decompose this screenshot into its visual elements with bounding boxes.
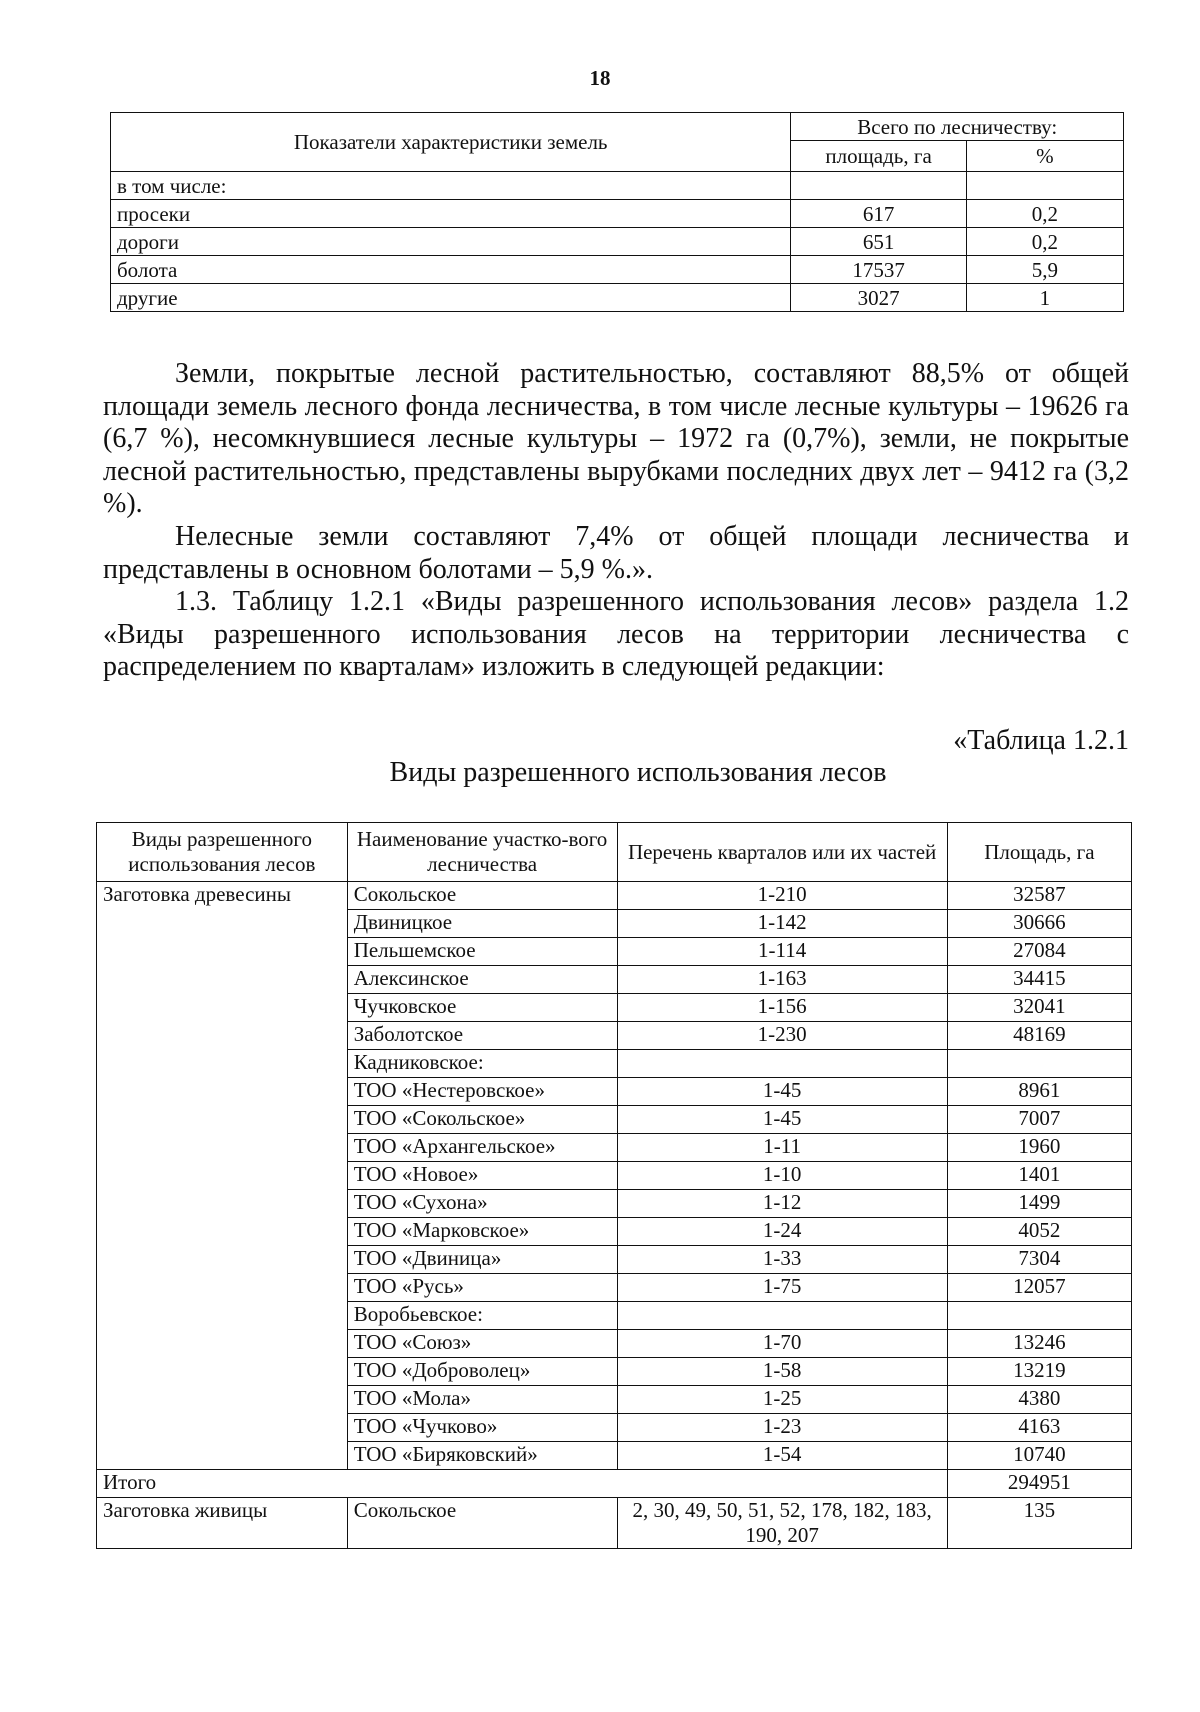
row-quarters: 1-58 [617, 1358, 947, 1386]
row-area: 32041 [947, 994, 1131, 1022]
row-quarters: 1-10 [617, 1162, 947, 1190]
land-characteristics-table [110, 112, 1124, 312]
row-percent: 5,9 [966, 256, 1123, 284]
row-area [947, 1302, 1131, 1330]
row-forestry: Алексинское [347, 966, 617, 994]
row-quarters: 1-25 [617, 1386, 947, 1414]
table-row [111, 256, 1124, 284]
paragraph-forest-lands: Земли, покрытые лесной растительностью, составляют 88,5% от общей площади земель лесного фонда лесничества, в том числе лесные культуры – 19626 га (6,7 %), несомкнувшиеся лесные культуры – 1972 га (0,7%), земли, не покрытые лесной растительностью, представлены вырубками последних двух лет – 9412 га (3,2 %). [103, 358, 1129, 519]
row-area [947, 1050, 1131, 1078]
row-area: 135 [947, 1498, 1131, 1549]
row-area: 13246 [947, 1330, 1131, 1358]
paragraph-non-forest-lands: Нелесные земли составляют 7,4% от общей площади лесничества и представлены в основном болотами – 5,9 %.». [103, 521, 1129, 585]
row-name: в том числе: [111, 172, 791, 200]
row-area: 10740 [947, 1442, 1131, 1470]
row-area: 617 [791, 200, 966, 228]
total-area: 294951 [947, 1470, 1131, 1498]
row-quarters: 1-45 [617, 1078, 947, 1106]
row-forestry: ТОО «Союз» [347, 1330, 617, 1358]
row-forestry: Воробьевское: [347, 1302, 617, 1330]
row-percent [966, 172, 1123, 200]
table-header-row [111, 113, 1124, 141]
row-percent: 0,2 [966, 200, 1123, 228]
header-use-type: Виды разрешенного использования лесов [97, 823, 348, 882]
row-forestry: ТОО «Русь» [347, 1274, 617, 1302]
header-percent: % [966, 141, 1123, 172]
header-area: Площадь, га [947, 823, 1131, 882]
row-forestry: ТОО «Мола» [347, 1386, 617, 1414]
row-quarters: 1-24 [617, 1218, 947, 1246]
row-area: 7304 [947, 1246, 1131, 1274]
row-quarters: 1-11 [617, 1134, 947, 1162]
row-forestry: ТОО «Нестеровское» [347, 1078, 617, 1106]
row-area: 651 [791, 228, 966, 256]
row-quarters: 1-23 [617, 1414, 947, 1442]
row-area: 7007 [947, 1106, 1131, 1134]
header-indicator: Показатели характеристики земель [111, 113, 791, 172]
row-quarters: 1-230 [617, 1022, 947, 1050]
table-row [111, 172, 1124, 200]
row-area: 32587 [947, 882, 1131, 910]
row-forestry: Двиницкое [347, 910, 617, 938]
row-name: болота [111, 256, 791, 284]
row-name: дороги [111, 228, 791, 256]
table-row [111, 200, 1124, 228]
row-forestry: ТОО «Доброволец» [347, 1358, 617, 1386]
row-area: 12057 [947, 1274, 1131, 1302]
total-row [97, 1470, 1132, 1498]
row-forestry: Заболотское [347, 1022, 617, 1050]
row-forestry: ТОО «Архангельское» [347, 1134, 617, 1162]
row-area: 1499 [947, 1190, 1131, 1218]
row-area: 4163 [947, 1414, 1131, 1442]
row-area: 34415 [947, 966, 1131, 994]
paragraph-amendment: 1.3. Таблицу 1.2.1 «Виды разрешенного использования лесов» раздела 1.2 «Виды разрешенного использования лесов на территории лесничества с распределением по кварталам» изложить в следующей редакции: [103, 586, 1129, 682]
row-forestry: Кадниковское: [347, 1050, 617, 1078]
row-area: 30666 [947, 910, 1131, 938]
row-forestry: ТОО «Марковское» [347, 1218, 617, 1246]
header-quarters: Перечень кварталов или их частей [617, 823, 947, 882]
row-area: 1401 [947, 1162, 1131, 1190]
section-label-timber: Заготовка древесины [97, 882, 348, 1470]
row-forestry: Сокольское [347, 1498, 617, 1549]
row-forestry: Сокольское [347, 882, 617, 910]
header-area: площадь, га [791, 141, 966, 172]
row-area: 17537 [791, 256, 966, 284]
row-forestry: ТОО «Сокольское» [347, 1106, 617, 1134]
header-forestry: Наименование участко-вого лесничества [347, 823, 617, 882]
row-quarters: 1-156 [617, 994, 947, 1022]
row-forestry: ТОО «Новое» [347, 1162, 617, 1190]
row-forestry: ТОО «Двиница» [347, 1246, 617, 1274]
row-percent: 0,2 [966, 228, 1123, 256]
table-row [97, 882, 1132, 910]
row-forestry: Пельшемское [347, 938, 617, 966]
row-area: 4380 [947, 1386, 1131, 1414]
row-quarters: 1-142 [617, 910, 947, 938]
row-quarters: 1-163 [617, 966, 947, 994]
table-row [111, 228, 1124, 256]
row-area [791, 172, 966, 200]
row-area: 3027 [791, 284, 966, 312]
table-title: Виды разрешенного использования лесов [389, 757, 887, 788]
header-total: Всего по лесничеству: [791, 113, 1124, 141]
row-quarters [617, 1302, 947, 1330]
row-forestry: Чучковское [347, 994, 617, 1022]
row-quarters: 2, 30, 49, 50, 51, 52, 178, 182, 183, 190, 207 [617, 1498, 947, 1549]
row-area: 13219 [947, 1358, 1131, 1386]
row-quarters [617, 1050, 947, 1078]
row-area: 1960 [947, 1134, 1131, 1162]
row-forestry: ТОО «Чучково» [347, 1414, 617, 1442]
row-quarters: 1-45 [617, 1106, 947, 1134]
table-header-row [97, 823, 1132, 882]
row-area: 27084 [947, 938, 1131, 966]
row-forestry: ТОО «Сухона» [347, 1190, 617, 1218]
forest-use-table [96, 822, 1132, 1549]
row-name: другие [111, 284, 791, 312]
row-area: 8961 [947, 1078, 1131, 1106]
row-percent: 1 [966, 284, 1123, 312]
table-row [111, 284, 1124, 312]
row-quarters: 1-114 [617, 938, 947, 966]
total-label: Итого [97, 1470, 948, 1498]
page-number: 18 [589, 66, 611, 90]
row-quarters: 1-33 [617, 1246, 947, 1274]
table-row [97, 1498, 1132, 1549]
row-area: 48169 [947, 1022, 1131, 1050]
row-forestry: ТОО «Биряковский» [347, 1442, 617, 1470]
row-quarters: 1-12 [617, 1190, 947, 1218]
row-quarters: 1-70 [617, 1330, 947, 1358]
row-area: 4052 [947, 1218, 1131, 1246]
row-quarters: 1-75 [617, 1274, 947, 1302]
row-quarters: 1-54 [617, 1442, 947, 1470]
table-caption: «Таблица 1.2.1 [953, 725, 1129, 756]
row-name: просеки [111, 200, 791, 228]
row-quarters: 1-210 [617, 882, 947, 910]
section-label-resin: Заготовка живицы [97, 1498, 348, 1549]
